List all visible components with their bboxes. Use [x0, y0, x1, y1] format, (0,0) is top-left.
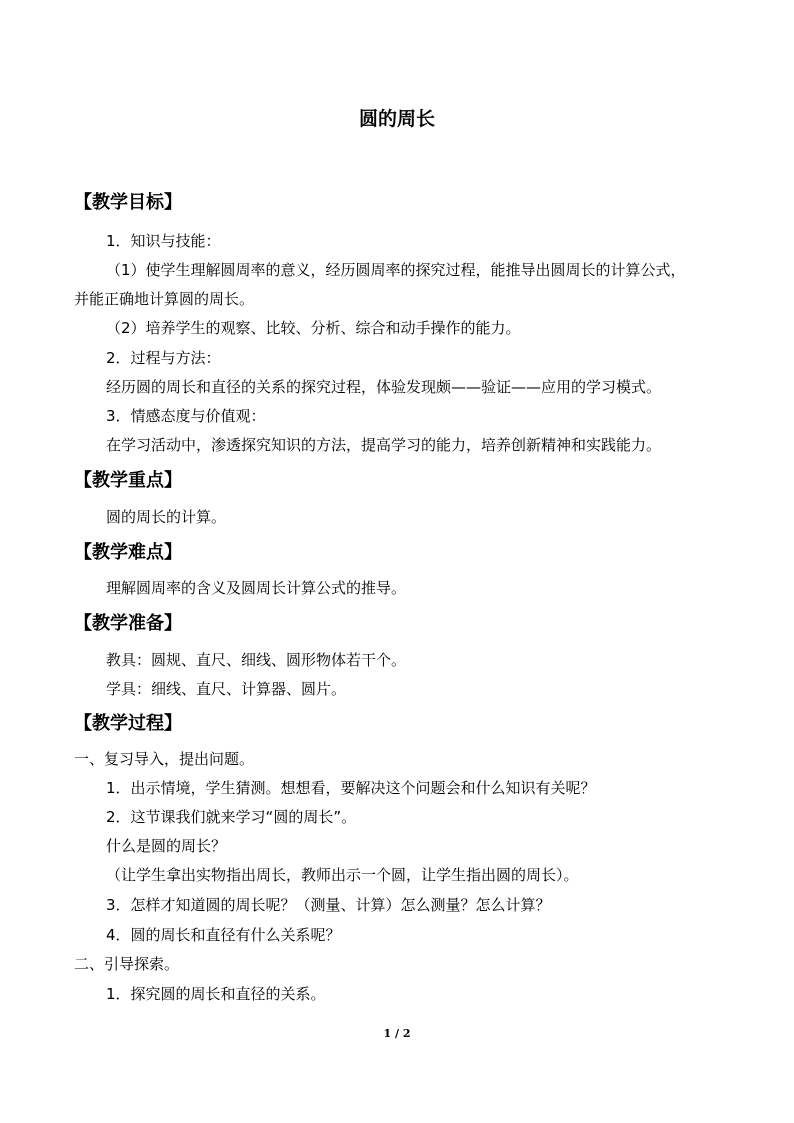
- process-line: （让学生拿出实物指出周长，教师出示一个圆，让学生指出圆的周长）。: [106, 866, 579, 884]
- process-line: 二、引导探索。: [74, 955, 180, 973]
- preparation-line: 学具：细线、直尺、计算器、圆片。: [106, 680, 347, 698]
- objectives-line: 经历圆的周长和直径的关系的探究过程，体验发现颇——验证——应用的学习模式。: [106, 378, 662, 396]
- process-line: 1．探究圆的周长和直径的关系。: [106, 985, 326, 1003]
- key-points-line: 圆的周长的计算。: [106, 508, 227, 526]
- heading-process: 【教学过程】: [74, 713, 182, 734]
- heading-difficulties: 【教学难点】: [74, 542, 182, 563]
- process-line: 什么是圆的周长？: [106, 837, 227, 855]
- objectives-line: （1）使学生理解圆周率的意义，经历圆周率的探究过程，能推导出圆周长的计算公式，: [106, 261, 686, 279]
- document-title: 圆的周长: [358, 108, 435, 130]
- objectives-line: 并能正确地计算圆的周长。: [74, 290, 255, 308]
- objectives-line: 2．过程与方法：: [106, 349, 221, 367]
- objectives-line: 3．情感态度与价值观：: [106, 407, 266, 425]
- objectives-line: 在学习活动中，渗透探究知识的方法，提高学习的能力，培养创新精神和实践能力。: [106, 436, 662, 454]
- process-line: 1．出示情境，学生猜测。想想看，要解决这个问题会和什么知识有关呢？: [106, 779, 596, 797]
- objectives-line: 1．知识与技能：: [106, 232, 221, 250]
- process-line: 2．这节课我们就来学习“圆的周长”。: [106, 808, 357, 826]
- heading-preparation: 【教学准备】: [74, 613, 182, 634]
- objectives-line: （2）培养学生的观察、比较、分析、综合和动手操作的能力。: [106, 319, 521, 337]
- process-line: 4．圆的周长和直径有什么关系呢？: [106, 926, 341, 944]
- process-line: 一、复习导入，提出问题。: [74, 750, 255, 768]
- heading-objectives: 【教学目标】: [74, 192, 182, 213]
- heading-key-points: 【教学重点】: [74, 470, 182, 491]
- preparation-line: 教具：圆规、直尺、细线、圆形物体若干个。: [106, 651, 407, 669]
- process-line: 3．怎样才知道圆的周长呢？（测量、计算）怎么测量？怎么计算？: [106, 896, 551, 914]
- difficulties-line: 理解圆周率的含义及圆周长计算公式的推导。: [106, 579, 407, 597]
- page-number: 1 / 2: [383, 1027, 411, 1040]
